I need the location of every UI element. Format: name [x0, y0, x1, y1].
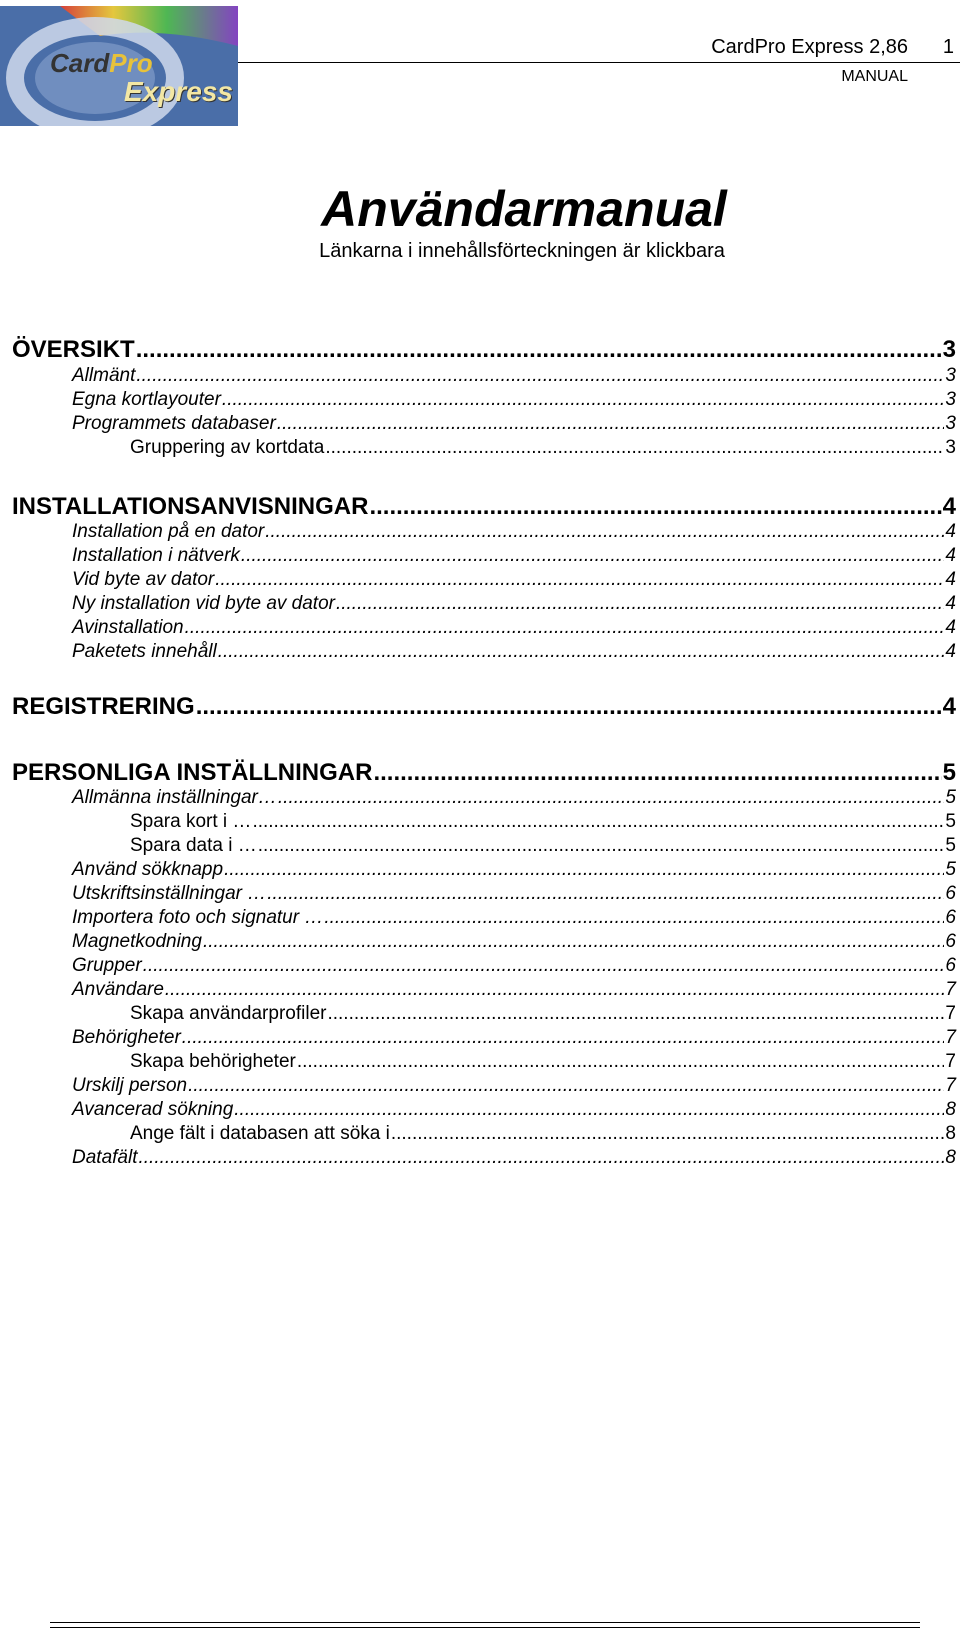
toc-dot-leader [165, 979, 945, 1001]
toc-entry-label: Använd sökknapp [72, 859, 224, 880]
toc-entry-label: Paketets innehåll [72, 641, 217, 662]
toc-entry[interactable] [12, 336, 956, 364]
toc-entry[interactable] [72, 1027, 956, 1049]
footer-rule [50, 1627, 920, 1628]
page-title: Användarmanual [321, 181, 727, 237]
toc-dot-leader [196, 693, 942, 721]
toc-entry-label: Ange fält i databasen att söka i [130, 1123, 390, 1144]
toc-entry[interactable] [72, 859, 956, 881]
toc-entry-page: 5 [942, 759, 956, 786]
toc-entry-label: REGISTRERING [12, 693, 195, 720]
toc-dot-leader [391, 1123, 945, 1145]
toc-entry[interactable] [12, 493, 956, 521]
toc-dot-leader [324, 907, 944, 929]
toc-entry[interactable] [130, 1051, 956, 1073]
toc-entry[interactable] [72, 1075, 956, 1097]
toc-entry[interactable] [130, 437, 956, 459]
toc-entry-page: 8 [945, 1123, 956, 1144]
toc-entry-label: Utskriftsinställningar … [72, 883, 267, 904]
toc-entry[interactable] [72, 955, 956, 977]
toc-entry-page: 5 [945, 811, 956, 832]
toc-entry-page: 3 [945, 389, 956, 410]
toc-dot-leader [265, 521, 944, 543]
logo-text-line1: CardPro [50, 48, 153, 78]
toc-entry-page: 3 [945, 365, 956, 386]
toc-entry[interactable] [72, 979, 956, 1001]
toc-entry-label: Magnetkodning [72, 931, 202, 952]
toc-entry-page: 4 [945, 617, 956, 638]
toc-dot-leader [234, 1099, 944, 1121]
toc-entry[interactable] [72, 617, 956, 639]
toc-entry-page: 4 [945, 569, 956, 590]
toc-entry-page: 4 [945, 593, 956, 614]
toc-entry[interactable] [12, 759, 956, 787]
toc-dot-leader [222, 389, 945, 411]
toc-entry[interactable] [72, 641, 956, 663]
toc-entry-label: Urskilj person [72, 1075, 188, 1096]
toc-entry-page: 4 [945, 521, 956, 542]
toc-entry-page: 5 [945, 859, 956, 880]
toc-entry-label: INSTALLATIONSANVISNINGAR [12, 493, 369, 520]
header-rule [238, 62, 960, 63]
toc-dot-leader [336, 593, 944, 615]
page-subtitle: Länkarna i innehållsförteckningen är klickbara [319, 240, 725, 262]
toc-entry-label: Gruppering av kortdata [130, 437, 325, 458]
toc-entry-label: Avinstallation [72, 617, 184, 638]
toc-entry-label: Importera foto och signatur … [72, 907, 324, 928]
toc-dot-leader [241, 545, 945, 567]
toc-entry-page: 4 [945, 545, 956, 566]
toc-entry[interactable] [130, 835, 956, 857]
toc-entry[interactable] [72, 521, 956, 543]
toc-entry-page: 6 [945, 883, 956, 904]
toc-dot-leader [218, 641, 945, 663]
toc-entry-label: PERSONLIGA INSTÄLLNINGAR [12, 759, 373, 786]
toc-entry-label: Skapa behörigheter [130, 1051, 296, 1072]
toc-entry-label: Spara data i … [130, 835, 257, 856]
toc-entry-page: 3 [942, 336, 956, 363]
toc-dot-leader [224, 859, 944, 881]
toc-entry[interactable] [72, 787, 956, 809]
toc-entry-page: 7 [945, 1027, 956, 1048]
toc-dot-leader [185, 617, 945, 639]
toc-entry-label: Programmets databaser [72, 413, 276, 434]
toc-entry-label: Datafält [72, 1147, 138, 1168]
toc-dot-leader [327, 1003, 944, 1025]
toc-entry[interactable] [12, 693, 956, 721]
toc-entry[interactable] [72, 545, 956, 567]
toc-dot-leader [136, 336, 942, 364]
toc-entry-label: Behörigheter [72, 1027, 181, 1048]
toc-entry-label: Ny installation vid byte av dator [72, 593, 335, 614]
cardpro-express-logo [0, 6, 238, 126]
toc-entry-page: 8 [945, 1147, 956, 1168]
header-page-number: 1 [942, 36, 954, 58]
toc-entry[interactable] [72, 883, 956, 905]
toc-dot-leader [373, 759, 941, 787]
toc-dot-leader [297, 1051, 945, 1073]
toc-dot-leader [188, 1075, 944, 1097]
toc-dot-leader [258, 835, 945, 857]
toc-entry-label: Egna kortlayouter [72, 389, 221, 410]
toc-entry[interactable] [130, 1003, 956, 1025]
toc-dot-leader [215, 569, 944, 591]
toc-entry[interactable] [130, 1123, 956, 1145]
toc-entry-page: 5 [945, 835, 956, 856]
toc-entry[interactable] [72, 1099, 956, 1121]
toc-dot-leader [143, 955, 945, 977]
toc-entry-label: Installation i nätverk [72, 545, 240, 566]
toc-entry[interactable] [72, 389, 956, 411]
toc-entry-page: 7 [945, 1075, 956, 1096]
header-document-title: CardPro Express 2,86 [711, 36, 908, 58]
toc-entry[interactable] [72, 1147, 956, 1169]
toc-entry[interactable] [72, 365, 956, 387]
toc-entry[interactable] [72, 931, 956, 953]
toc-entry-page: 6 [945, 955, 956, 976]
toc-dot-leader [277, 413, 945, 435]
toc-entry[interactable] [72, 569, 956, 591]
toc-entry-label: Vid byte av dator [72, 569, 215, 590]
toc-dot-leader [136, 365, 944, 387]
toc-entry-page: 7 [945, 1003, 956, 1024]
toc-dot-leader [278, 787, 945, 809]
toc-entry-label: Allmänna inställningar… [72, 787, 277, 808]
toc-entry-label: Användare [72, 979, 164, 1000]
toc-entry-page: 4 [945, 641, 956, 662]
toc-entry-label: ÖVERSIKT [12, 336, 135, 363]
toc-entry-label: Avancerad sökning [72, 1099, 234, 1120]
logo-text-line2: Express [124, 76, 233, 107]
toc-entry-page: 4 [942, 693, 956, 720]
toc-dot-leader [369, 493, 941, 521]
toc-entry-page: 4 [942, 493, 956, 520]
toc-dot-leader [267, 883, 944, 905]
toc-entry-label: Grupper [72, 955, 142, 976]
toc-dot-leader [252, 811, 944, 833]
toc-dot-leader [325, 437, 944, 459]
footer-rule [50, 1622, 920, 1623]
toc-entry-page: 7 [945, 1051, 956, 1072]
toc-entry-label: Skapa användarprofiler [130, 1003, 327, 1024]
toc-entry-page: 8 [945, 1099, 956, 1120]
toc-entry-label: Allmänt [72, 365, 136, 386]
toc-entry[interactable] [72, 907, 956, 929]
toc-entry-page: 3 [945, 413, 956, 434]
toc-entry-page: 6 [945, 907, 956, 928]
toc-entry[interactable] [72, 413, 956, 435]
header-document-type: MANUAL [841, 68, 908, 85]
toc-entry-label: Installation på en dator [72, 521, 265, 542]
toc-entry[interactable] [72, 593, 956, 615]
toc-entry-page: 7 [945, 979, 956, 1000]
toc-dot-leader [203, 931, 944, 953]
toc-entry[interactable] [130, 811, 956, 833]
toc-entry-page: 3 [945, 437, 956, 458]
toc-dot-leader [138, 1147, 944, 1169]
toc-dot-leader [182, 1027, 945, 1049]
toc-entry-label: Spara kort i … [130, 811, 252, 832]
toc-entry-page: 5 [945, 787, 956, 808]
toc-entry-page: 6 [945, 931, 956, 952]
